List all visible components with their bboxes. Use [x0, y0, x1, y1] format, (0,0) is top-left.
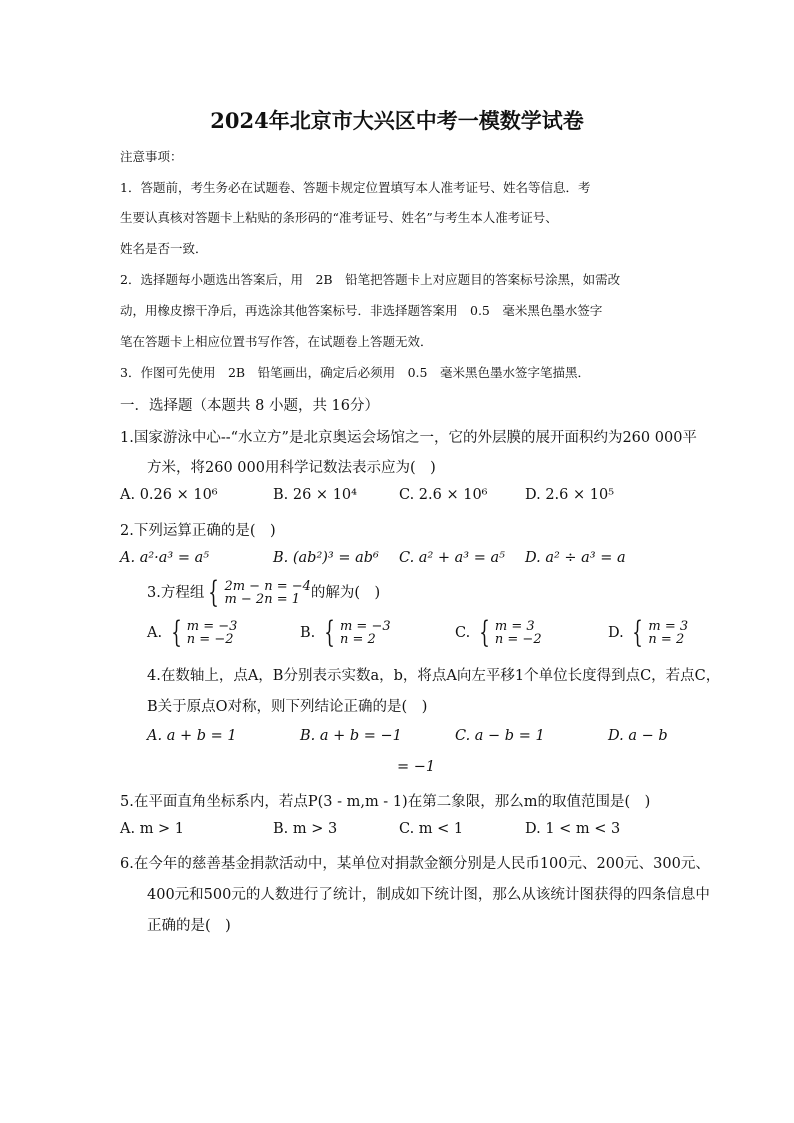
option-bottom: n = −2: [186, 632, 234, 647]
option-top: m = −3: [339, 619, 391, 634]
notice-line: 笔在答题卡上相应位置书写作答，在试题卷上答题无效．: [120, 334, 433, 349]
question-5-option-c: C. m < 1: [399, 821, 464, 837]
option-label: A.: [147, 625, 163, 641]
question-1-option-d: D. 2.6 × 10⁵: [525, 487, 615, 503]
question-3-option-d: [608, 615, 689, 650]
equation-top: 2m − n = −4: [224, 579, 311, 594]
option-top: m = −3: [186, 619, 238, 634]
option-top: m = 3: [494, 619, 535, 634]
question-1-stem: 1.国家游泳中心--“水立方”是北京奥运会场馆之一，它的外层膜的展开面积约为260 000平: [120, 430, 697, 446]
option-bottom: n = −2: [494, 632, 542, 647]
notice-line: 姓名是否一致．: [120, 241, 208, 256]
option-bottom: n = 2: [339, 632, 376, 647]
question-2-option-a: A. a²·a³ = a⁵: [120, 550, 210, 566]
left-brace-icon: {: [479, 615, 490, 650]
notice-line: 生要认真核对答题卡上粘贴的条形码的“准考证号、姓名”与考生本人准考证号、: [120, 210, 558, 225]
question-5-option-a: A. m > 1: [120, 821, 185, 837]
question-1-option-b: B. 26 × 10⁴: [273, 487, 357, 503]
question-5-option-d: D. 1 < m < 3: [525, 821, 621, 837]
notice-line: 1．答题前，考生务必在试题卷、答题卡规定位置填写本人准考证号、姓名等信息．考: [120, 180, 591, 195]
question-1-option-c: C. 2.6 × 10⁶: [399, 487, 488, 503]
left-brace-icon: {: [632, 615, 644, 650]
question-1-option-a: A. 0.26 × 10⁶: [120, 487, 218, 503]
page-title: 2024年北京市大兴区中考一模数学试卷: [210, 108, 584, 133]
question-4-option-b: B. a + b = −1: [300, 728, 402, 744]
notice-line: 2．选择题每小题选出答案后，用 2B 铅笔把答题卡上对应题目的答案标号涂黑，如需改: [120, 272, 621, 287]
question-2-stem: 2.下列运算正确的是( ): [120, 523, 276, 539]
option-system: [628, 615, 689, 650]
question-2-option-b: B. (ab²)³ = ab⁶: [273, 550, 379, 566]
question-4-stem-cont: B关于原点O对称，则下列结论正确的是( ): [147, 699, 428, 715]
question-6-stem: 6.在今年的慈善基金捐款活动中，某单位对捐款金额分别是人民币100元、200元、300元、: [120, 856, 710, 872]
question-2-option-c: C. a² + a³ = a⁵: [399, 550, 505, 566]
equation-bottom: m − 2n = 1: [224, 592, 300, 607]
option-system: [167, 615, 238, 650]
question-4-stem: 4.在数轴上，点A，B分别表示实数a，b，将点A向左平移1个单位长度得到点C，若点C，: [147, 668, 721, 684]
option-bottom: n = 2: [648, 632, 685, 647]
question-3-suffix: 的解为( ): [310, 585, 381, 601]
question-3-option-b: [300, 615, 391, 650]
question-5-stem: 5.在平面直角坐标系内，若点P(3 - m,m - 1)在第二象限，那么m的取值范围是( ): [120, 794, 651, 810]
option-label: B.: [300, 625, 316, 641]
notice-line: 3．作图可先使用 2B 铅笔画出，确定后必须用 0.5 毫米黑色墨水签字笔描黑．: [120, 365, 590, 380]
option-system: [320, 615, 391, 650]
question-5-option-b: B. m > 3: [273, 821, 338, 837]
option-system: [475, 615, 542, 650]
notice-line: 动，用橡皮擦干净后，再选涂其他答案标号．非选择题答案用 0.5 毫米黑色墨水签字: [120, 303, 603, 318]
question-1-stem-cont: 方米，将260 000用科学记数法表示应为( ): [147, 460, 436, 476]
left-brace-icon: {: [170, 615, 182, 650]
section-heading: 一．选择题（本题共 8 小题，共 16分）: [120, 398, 380, 414]
question-4-option-d: D. a − b: [608, 728, 668, 744]
question-4-option-a: A. a + b = 1: [147, 728, 237, 744]
equation-system: [204, 575, 311, 610]
question-2-option-d: D. a² ÷ a³ = a: [525, 550, 626, 566]
question-6-stem-cont: 400元和500元的人数进行了统计，制成如下统计图，那么从该统计图获得的四条信息中: [147, 887, 710, 903]
question-3-stem: [147, 575, 381, 610]
question-4-option-c: C. a − b = 1: [455, 728, 545, 744]
question-6-stem-cont: 正确的是( ): [147, 918, 231, 934]
question-3-prefix: 3.方程组: [147, 585, 205, 601]
option-label: C.: [455, 625, 471, 641]
question-3-option-c: [455, 615, 542, 650]
option-top: m = 3: [648, 619, 689, 634]
question-3-option-a: [147, 615, 238, 650]
question-4-option-d-wrap: = −1: [397, 759, 436, 775]
option-label: D.: [608, 625, 624, 641]
notice-heading: 注意事项：: [120, 149, 183, 164]
left-brace-icon: {: [324, 615, 335, 650]
left-brace-icon: {: [208, 575, 220, 610]
